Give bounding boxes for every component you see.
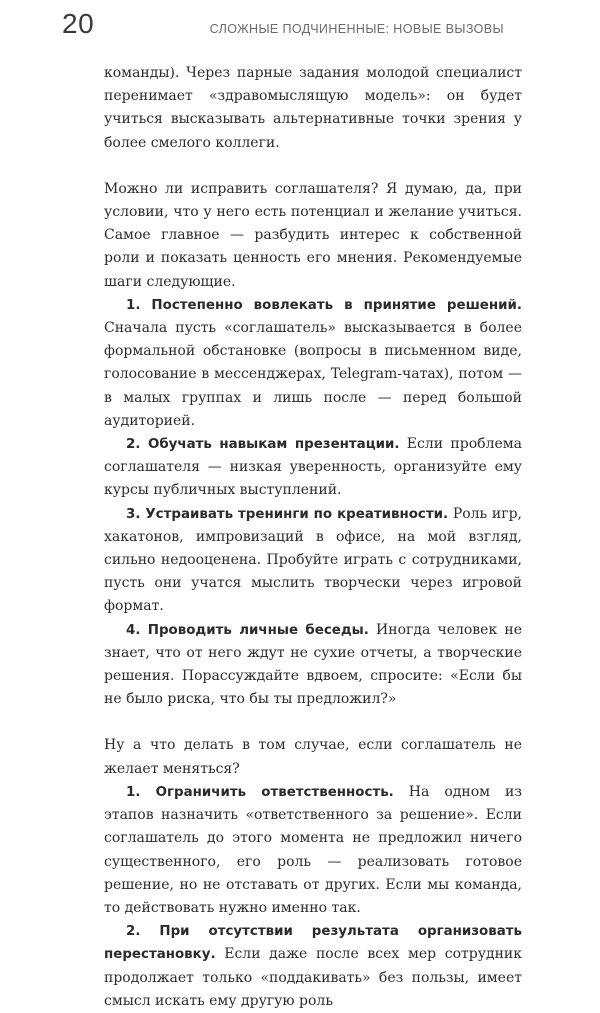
page-number: 20 <box>62 8 95 39</box>
list-item-text: Если проблема соглашателя — низкая уверенность, организуйте ему курсы публичных выступлений. <box>104 436 522 499</box>
body-text <box>104 62 522 1013</box>
list-item-text: Иногда человек не знает, что от него ждут не сухие отчеты, а творческие решения. Порассуждайте вдвоем, спросите: «Если бы не было риска, что бы ты предложил?» <box>104 621 522 708</box>
list-item <box>104 619 522 712</box>
running-head: СЛОЖНЫЕ ПОДЧИНЕННЫЕ: НОВЫЕ ВЫЗОВЫ <box>209 22 504 36</box>
paragraph: Можно ли исправить соглашателя? Я думаю, да, при условии, что у него есть потенциал и желание учиться. Самое главное — разбудить интерес к собственной роли и показать ценность его мнения. Рекомендуемые шаги следующие. <box>104 180 522 290</box>
list-item <box>104 503 522 619</box>
list-item-text: Сначала пусть «соглашатель» высказывается в более формальной обстановке (вопросы в письменном виде, голосование в мессенджерах, Telegram-чатах), потом — в малых группах и лишь после — перед большой аудиторией. <box>104 320 522 429</box>
list-item-title: 2. При отсутствии результата организовать перестановку. <box>104 924 522 963</box>
list-item-title: 3. Устраивать тренинги по креативности. <box>126 506 449 522</box>
list-item <box>104 781 522 920</box>
paragraph: Ну а что делать в том случае, если соглашатель не желает меняться? <box>104 737 522 777</box>
list-item-title: 2. Обучать навыкам презентации. <box>126 437 400 453</box>
list-item-title: 1. Ограничить ответственность. <box>126 784 394 800</box>
list-item <box>104 433 522 503</box>
list-item-text: Роль игр, хакатонов, импровизаций в офисе, на мой взгляд, сильно недооценена. Пробуйте играть с сотрудниками, пусть они учатся мыслить творчески через игровой формат. <box>104 505 522 615</box>
paragraph: команды). Через парные задания молодой специалист перенимает «здравомыслящую модель»: он будет учиться высказывать альтернативные точки зрения у более смелого коллеги. <box>104 65 522 151</box>
list-item <box>104 294 522 433</box>
list-item-text: На одном из этапов назначить «ответственного за решение». Если соглашатель до этого момента не предложил ничего существенного, его роль — реализовать готовое решение, но не отставать от других. Если мы команда, то действовать нужно именно так. <box>104 783 522 916</box>
list-item <box>104 920 522 1013</box>
list-item-title: 1. Постепенно вовлекать в принятие решений. <box>126 297 522 313</box>
list-item-text: Если даже после всех мер сотрудник продолжает только «поддакивать» без пользы, имеет смысл искать ему другую роль <box>104 946 522 1009</box>
list-item-title: 4. Проводить личные беседы. <box>126 622 369 638</box>
